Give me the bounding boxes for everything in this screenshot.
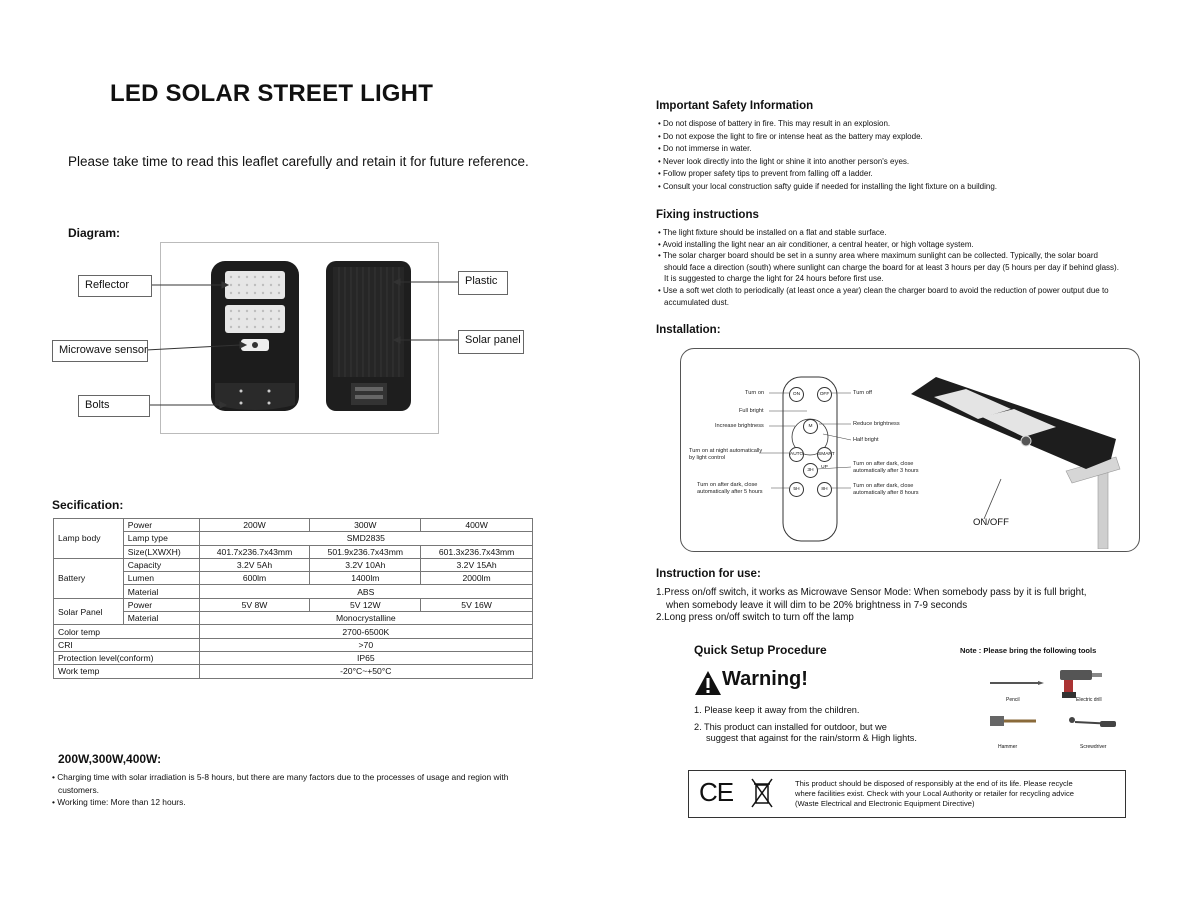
table-cell: >70 <box>199 638 532 651</box>
table-cell: -20°C~+50°C <box>199 665 532 678</box>
list-item: • Avoid installing the light near an air conditioner, a central heater, or high voltage system. <box>658 239 974 249</box>
callout-reflector: Reflector <box>78 275 152 297</box>
tools-note: Note : Please bring the following tools <box>960 646 1097 655</box>
safety-heading: Important Safety Information <box>656 100 814 112</box>
list-item: • Do not dispose of battery in fire. This may result in an explosion. <box>658 118 1178 131</box>
label-8-hours: Turn on after dark, close automatically after 8 hours <box>853 483 919 496</box>
table-cell: 300W <box>310 519 421 532</box>
models-bullet-continued: customers. <box>58 784 99 795</box>
fixing-heading: Fixing instructions <box>656 209 759 221</box>
table-row <box>54 651 533 664</box>
table-cell: Monocrystalline <box>199 612 532 625</box>
fixing-list <box>658 227 1183 308</box>
table-row <box>54 558 533 571</box>
models-heading: 200W,300W,400W: <box>58 752 162 766</box>
remote-8h-button: 8H <box>817 482 832 497</box>
quick-setup-heading: Quick Setup Procedure <box>694 643 827 657</box>
specification-table <box>53 518 533 679</box>
table-cell: CRI <box>54 638 200 651</box>
table-cell: 3.2V 15Ah <box>421 558 533 571</box>
list-item-continued: accumulated dust. <box>664 297 729 307</box>
disposal-notice <box>688 770 1126 818</box>
ce-mark-icon: CE <box>699 777 734 807</box>
table-cell: 501.9x236.7x43mm <box>310 545 421 558</box>
warning-title: Warning! <box>722 668 808 690</box>
list-item-continued: It is suggested to charge the light for 24 hours before first use. <box>664 274 884 284</box>
tool-hammer-label: Hammer <box>998 744 1018 750</box>
label-5-hours: Turn on after dark, close automatically after 5 hours <box>697 482 763 495</box>
table-cell: Lamp type <box>123 532 199 545</box>
diagram-heading: Diagram: <box>68 226 121 240</box>
label-3-hours: Turn on after dark, close automatically after 3 hours <box>853 461 919 474</box>
diagram-leader-lines <box>0 0 600 450</box>
table-cell: 3.2V 10Ah <box>310 558 421 571</box>
remote-on-button: ON <box>789 387 804 402</box>
table-row <box>54 545 533 558</box>
models-notes <box>52 771 542 809</box>
table-row <box>54 638 533 651</box>
list-item-continued: suggest that against for the rain/storm & High lights. <box>706 733 917 743</box>
intro-text: Please take time to read this leaflet carefully and retain it for future reference. <box>68 154 529 169</box>
instruction-line: 1.Press on/off switch, it works as Microwave Sensor Mode: When somebody pass by it is full bright, <box>656 587 1087 598</box>
list-item: • Follow proper safety tips to prevent from falling off a ladder. <box>658 168 1178 181</box>
onoff-label: ON/OFF <box>973 517 1009 528</box>
remote-5h-button: 5H <box>789 482 804 497</box>
table-cell: ABS <box>199 585 532 598</box>
remote-3h-button: 3H <box>803 463 818 478</box>
table-cell: 1400lm <box>310 572 421 585</box>
table-row <box>54 572 533 585</box>
table-cell: 5V 8W <box>199 598 310 611</box>
table-row <box>54 585 533 598</box>
table-cell: Solar Panel <box>54 598 124 625</box>
table-cell: 600lm <box>199 572 310 585</box>
table-cell: Color temp <box>54 625 200 638</box>
table-cell: 200W <box>199 519 310 532</box>
label-increase-brightness: Increase brightness <box>715 423 764 429</box>
label-turn-on: Turn on <box>745 390 765 396</box>
table-cell: 401.7x236.7x43mm <box>199 545 310 558</box>
page-title: LED SOLAR STREET LIGHT <box>110 80 434 107</box>
mounted-lamp-illustration <box>906 369 1136 549</box>
warning-list <box>694 705 954 745</box>
callout-bolts: Bolts <box>78 395 150 417</box>
list-item: • The solar charger board should be set in a sunny area where maximum sunlight can be collected. Typically, the solar board <box>658 251 1098 261</box>
table-cell: 601.3x236.7x43mm <box>421 545 533 558</box>
instruction-heading: Instruction for use: <box>656 568 761 580</box>
label-auto-mode: Turn on at night automatically by light control <box>689 448 763 461</box>
table-row <box>54 625 533 638</box>
callout-solar-panel: Solar panel <box>458 330 524 354</box>
table-cell: 2700-6500K <box>199 625 532 638</box>
tools-illustration <box>980 660 1130 750</box>
table-cell: Material <box>123 585 199 598</box>
list-item: • Consult your local construction safty guide if needed for installing the light fixture on a building. <box>658 181 1178 194</box>
table-cell: Size(LXWXH) <box>123 545 199 558</box>
table-cell: Lumen <box>123 572 199 585</box>
table-cell: 5V 16W <box>421 598 533 611</box>
table-cell: Battery <box>54 558 124 598</box>
table-cell: SMD2835 <box>199 532 532 545</box>
table-cell: 3.2V 5Ah <box>199 558 310 571</box>
warning-triangle-icon <box>694 670 722 696</box>
list-item: 1. Please keep it away from the children. <box>694 705 860 715</box>
table-row <box>54 665 533 678</box>
table-cell: Power <box>123 519 199 532</box>
list-item: • The light fixture should be installed on a flat and stable surface. <box>658 228 887 237</box>
instruction-line: 2.Long press on/off switch to turn off the lamp <box>656 612 854 623</box>
table-cell: Work temp <box>54 665 200 678</box>
table-cell: Lamp body <box>54 519 124 559</box>
warning-block <box>694 668 844 698</box>
specification-heading: Secification: <box>52 498 124 512</box>
weee-bin-icon <box>751 777 773 809</box>
label-half-bright: Half bright <box>853 437 879 443</box>
table-cell: 2000lm <box>421 572 533 585</box>
table-cell: 400W <box>421 519 533 532</box>
list-item: • Do not immerse in water. <box>658 143 1178 156</box>
callout-plastic: Plastic <box>458 271 508 295</box>
remote-auto-button: AUTO <box>789 447 804 462</box>
table-cell: IP65 <box>199 651 532 664</box>
installation-diagram <box>680 348 1140 552</box>
table-cell: Material <box>123 612 199 625</box>
table-cell: 5V 12W <box>310 598 421 611</box>
table-row <box>54 519 533 532</box>
list-item-continued: should face a direction (south) where sunlight can charge the board for at least 3 hours per day (5 hours per day if behind glass). <box>664 262 1119 272</box>
models-bullet: • Charging time with solar irradiation is 5-8 hours, but there are many factors due to the processes of usage and region with <box>52 772 509 782</box>
instruction-text <box>656 587 1176 625</box>
models-bullet: • Working time: More than 12 hours. <box>52 797 186 807</box>
table-cell: Power <box>123 598 199 611</box>
installation-heading: Installation: <box>656 324 721 336</box>
list-item: • Never look directly into the light or shine it into another person's eyes. <box>658 156 1178 169</box>
remote-smart-button: SMART UP <box>817 447 832 462</box>
tool-screwdriver-label: Screwdriver <box>1080 744 1107 750</box>
label-reduce-brightness: Reduce brightness <box>853 421 900 427</box>
callout-microwave-sensor: Microwave sensor <box>52 340 148 362</box>
list-item: • Use a soft wet cloth to periodically (at least once a year) clean the charger board to avoid the reduction of power output due to <box>658 285 1109 295</box>
disposal-text: This product should be disposed of responsibly at the end of its life. Please recycle where facilities exist. Check with your Local Authority or retailer for recycling advice (Waste Electrical and Electronic Equipment Directive) <box>795 779 1074 808</box>
table-cell: Capacity <box>123 558 199 571</box>
label-full-bright: Full bright <box>739 408 764 414</box>
list-item: 2. This product can installed for outdoor, but we <box>694 721 887 732</box>
instruction-line: when somebody leave it will dim to be 20% brightness in 7-9 seconds <box>666 599 968 611</box>
tool-drill-label: Electric drill <box>1076 697 1102 703</box>
table-row <box>54 532 533 545</box>
table-cell: Protection level(conform) <box>54 651 200 664</box>
list-item: • Do not expose the light to fire or intense heat as the battery may explode. <box>658 131 1178 144</box>
safety-list <box>658 118 1178 193</box>
label-turn-off: Turn off <box>853 390 872 396</box>
table-row <box>54 598 533 611</box>
remote-mode-button: M <box>803 419 818 434</box>
tool-pencil-label: Pencil <box>1006 697 1020 703</box>
table-row <box>54 612 533 625</box>
remote-off-button: OFF <box>817 387 832 402</box>
